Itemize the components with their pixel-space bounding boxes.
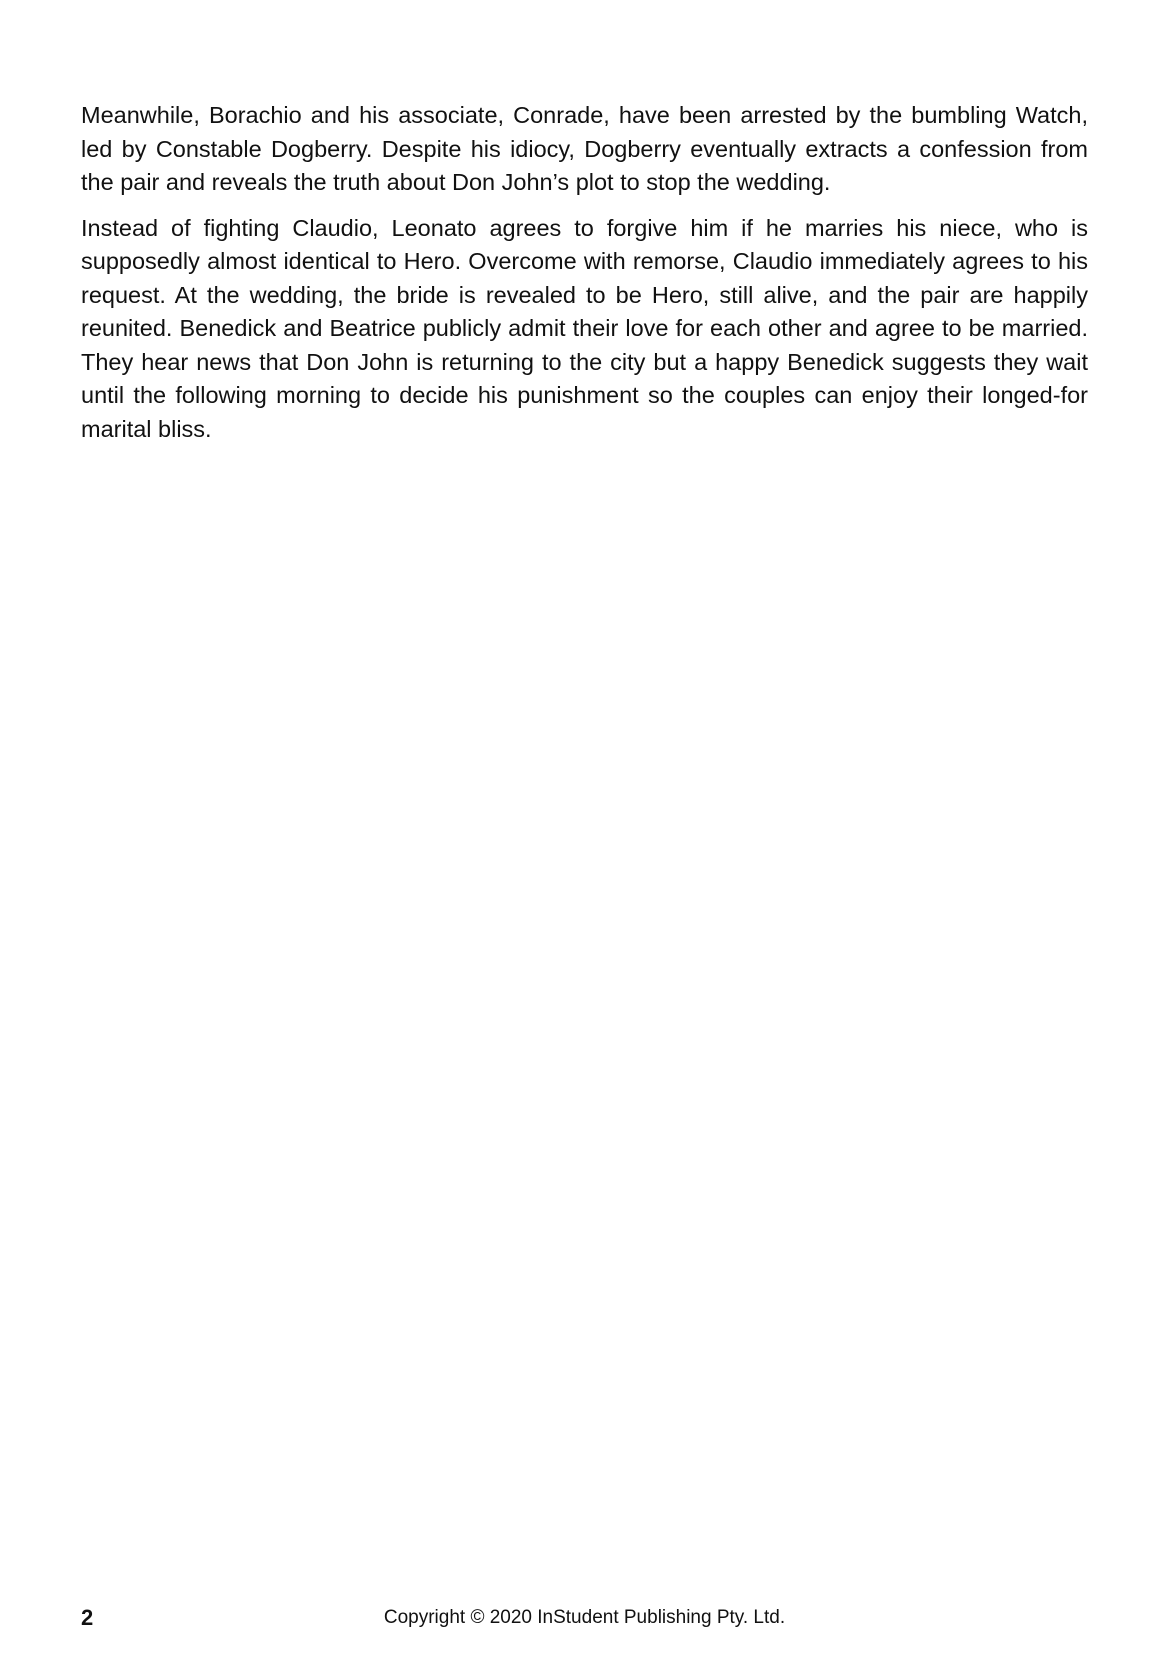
paragraph-wedding: Instead of fighting Claudio, Leonato agrees to forgive him if he marries his niece, who is supposedly almost identical to Hero. Overcome with remorse, Claudio immediately agrees to his request. At the wedding, the bride is revealed to be Hero, still alive, and the pair are happily reunited. Benedick and Beatrice publicly admit their love for each other and agree to be married. They hear news that Don John is returning to the city but a happy Benedick suggests they wait until the following morning to decide his punishment so the couples can enjoy their longed-for marital bliss.	[81, 214, 1088, 442]
paragraph-arrest: Meanwhile, Borachio and his associate, Conrade, have been arrested by the bumbling Watch, led by Constable Dogberry. Despite his idiocy, Dogberry eventually extracts a confession from the pair and reveals the truth about Don John’s plot to stop the wedding.	[81, 102, 1088, 195]
page-footer	[81, 1603, 1088, 1633]
copyright-notice: Copyright © 2020 InStudent Publishing Pty. Ltd.	[383, 1607, 786, 1628]
page-number: 2	[81, 1605, 94, 1630]
body-text	[81, 99, 1088, 458]
